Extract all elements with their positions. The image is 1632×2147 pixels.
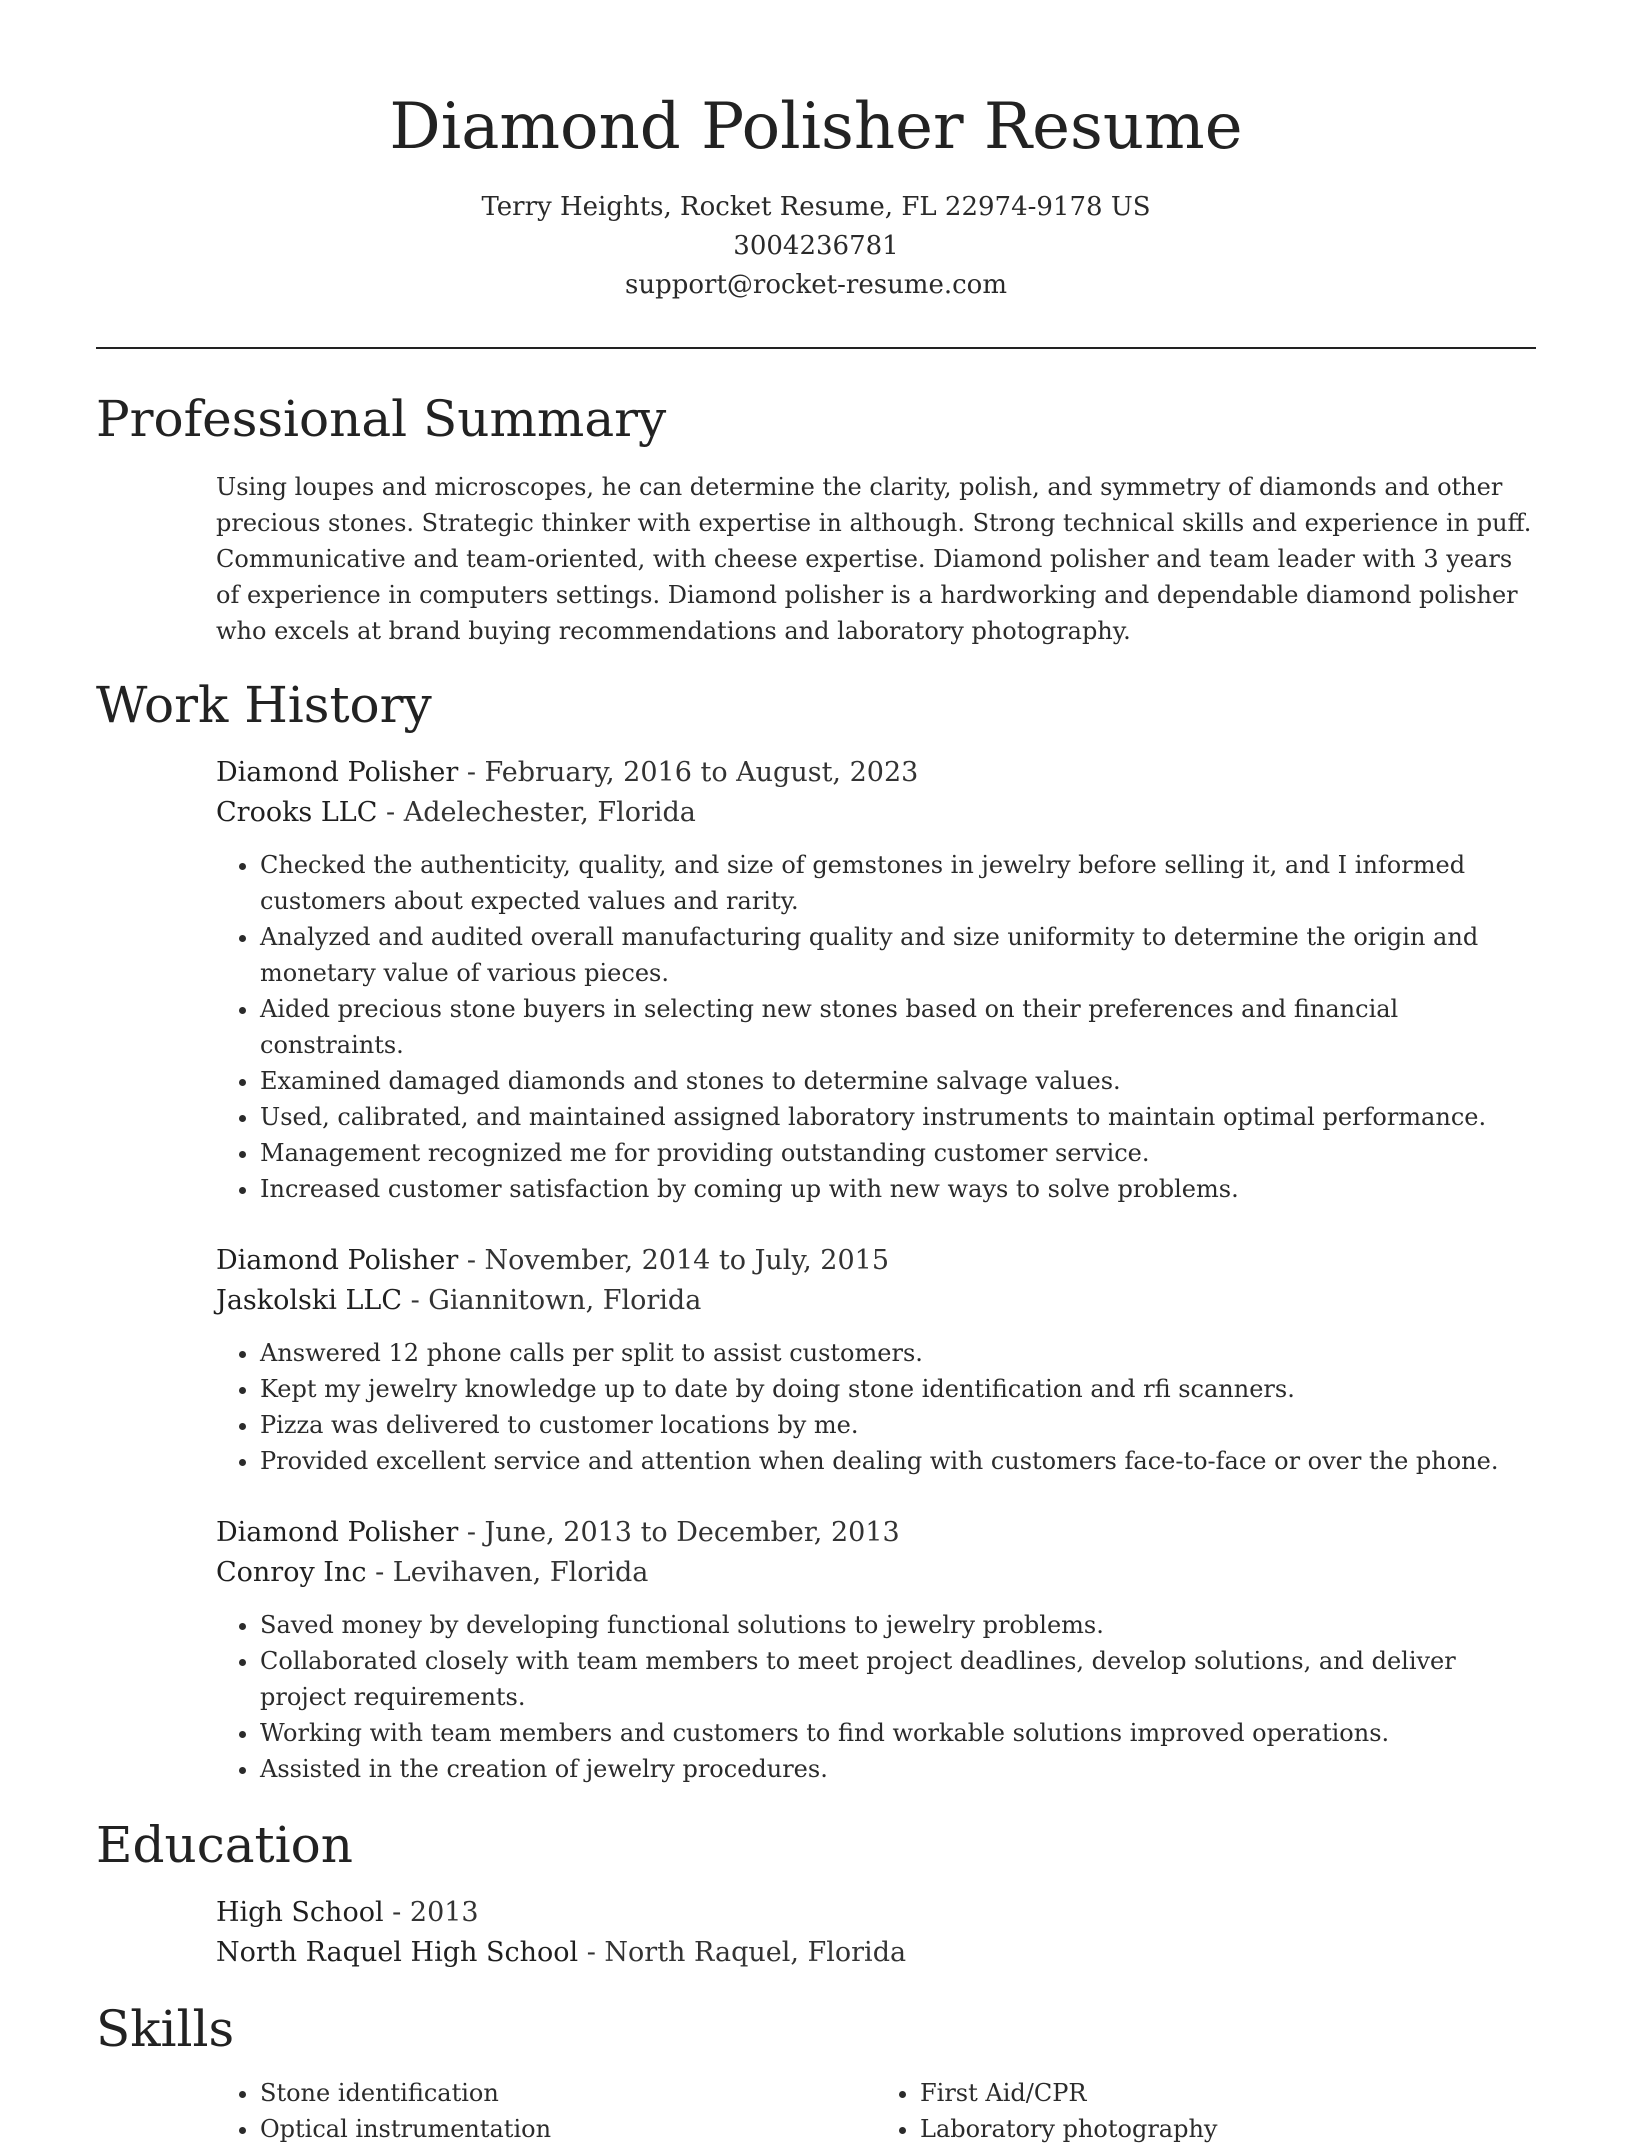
job-company: Crooks LLC [216, 797, 378, 828]
job-location: Giannitown, Florida [428, 1285, 702, 1316]
job-company: Jaskolski LLC [216, 1285, 402, 1316]
skills-list [96, 2075, 1536, 2147]
job-dates: February, 2016 to August, 2023 [484, 757, 919, 788]
contact-info [96, 188, 1536, 305]
job-bullet: • Collaborated closely with team members to meet project deadlines, develop solutions, and deliver project requirements. [260, 1643, 1536, 1715]
header-divider [96, 347, 1536, 349]
education-degree: High School [216, 1897, 384, 1928]
job-bullet: • Provided excellent service and attention when dealing with customers face-to-face or over the phone. [260, 1443, 1536, 1479]
education-school: North Raquel High School [216, 1937, 579, 1968]
job-bullet: • Working with team members and customers to find workable solutions improved operations. [260, 1715, 1536, 1751]
education-year: 2013 [409, 1897, 479, 1928]
job-bullet: • Answered 12 phone calls per split to assist customers. [260, 1335, 1536, 1371]
resume-header [96, 0, 1536, 305]
skill-item: • Stone identification [260, 2075, 876, 2111]
skills-column-left [216, 2075, 876, 2147]
job-company-line: Jaskolski LLC - Giannitown, Florida [216, 1285, 702, 1316]
job-bullet: • Management recognized me for providing outstanding customer service. [260, 1135, 1536, 1171]
education-location: North Raquel, Florida [604, 1937, 907, 1968]
job-bullet: • Pizza was delivered to customer locations by me. [260, 1407, 1536, 1443]
section-title-education: Education [96, 1816, 353, 1874]
summary-text: Using loupes and microscopes, he can determine the clarity, polish, and symmetry of diamonds and other precious stones. Strategic thinker with expertise in although. Strong technical skills and experience in puff. Communicative and team-oriented, with cheese expertise. Diamond polisher and team leader with 3 years of experience in computers settings. Diamond polisher is a hardworking and dependable diamond polisher who excels at brand buying recommendations and laboratory photography. [216, 473, 1532, 645]
skills-column-right [876, 2075, 1536, 2147]
education-entry [96, 1893, 1536, 1973]
job-bullets [216, 847, 1536, 1207]
job-role: Diamond Polisher [216, 757, 459, 788]
contact-phone: 3004236781 [733, 231, 899, 261]
education-school-line: North Raquel High School - North Raquel, Florida [216, 1937, 907, 1968]
job-company-line: Conroy Inc - Levihaven, Florida [216, 1557, 649, 1588]
job-bullet: • Aided precious stone buyers in selecting new stones based on their preferences and financial constraints. [260, 991, 1536, 1063]
section-title-summary: Professional Summary [96, 390, 667, 448]
job-bullets [216, 1607, 1536, 1787]
education-degree-line: High School - 2013 [216, 1897, 479, 1928]
job-entry [216, 753, 1536, 1207]
job-bullet: • Used, calibrated, and maintained assigned laboratory instruments to maintain optimal performance. [260, 1099, 1536, 1135]
job-role: Diamond Polisher [216, 1517, 459, 1548]
job-company-line: Crooks LLC - Adelechester, Florida [216, 797, 696, 828]
job-bullet: • Examined damaged diamonds and stones to determine salvage values. [260, 1063, 1536, 1099]
job-role-line: Diamond Polisher - November, 2014 to July, 2015 [216, 1245, 889, 1276]
job-role: Diamond Polisher [216, 1245, 459, 1276]
job-dates: June, 2013 to December, 2013 [484, 1517, 900, 1548]
contact-address: Terry Heights, Rocket Resume, FL 22974-9178 US [481, 192, 1151, 222]
job-bullet: • Increased customer satisfaction by coming up with new ways to solve problems. [260, 1171, 1536, 1207]
section-title-skills: Skills [96, 2000, 235, 2058]
resume-title: Diamond Polisher Resume [389, 90, 1243, 164]
job-location: Levihaven, Florida [392, 1557, 649, 1588]
job-role-line: Diamond Polisher - June, 2013 to December, 2013 [216, 1517, 900, 1548]
job-bullet: • Saved money by developing functional solutions to jewelry problems. [260, 1607, 1536, 1643]
job-entry [216, 1513, 1536, 1787]
contact-email: support@rocket-resume.com [624, 270, 1007, 300]
job-bullet: • Kept my jewelry knowledge up to date by doing stone identification and rfi scanners. [260, 1371, 1536, 1407]
skill-item: • Laboratory photography [920, 2111, 1536, 2147]
job-bullet: • Checked the authenticity, quality, and size of gemstones in jewelry before selling it, and I informed customers about expected values and rarity. [260, 847, 1536, 919]
resume-page [96, 0, 1536, 2147]
job-company: Conroy Inc [216, 1557, 367, 1588]
skill-item: • Optical instrumentation [260, 2111, 876, 2147]
job-role-line: Diamond Polisher - February, 2016 to August, 2023 [216, 757, 919, 788]
section-title-work-history: Work History [96, 676, 432, 734]
job-entry [216, 1241, 1536, 1479]
job-dates: November, 2014 to July, 2015 [484, 1245, 889, 1276]
skill-item: • First Aid/CPR [920, 2075, 1536, 2111]
job-bullets [216, 1335, 1536, 1479]
job-location: Adelechester, Florida [403, 797, 696, 828]
job-bullet: • Assisted in the creation of jewelry procedures. [260, 1751, 1536, 1787]
job-bullet: • Analyzed and audited overall manufacturing quality and size uniformity to determine the origin and monetary value of various pieces. [260, 919, 1536, 991]
